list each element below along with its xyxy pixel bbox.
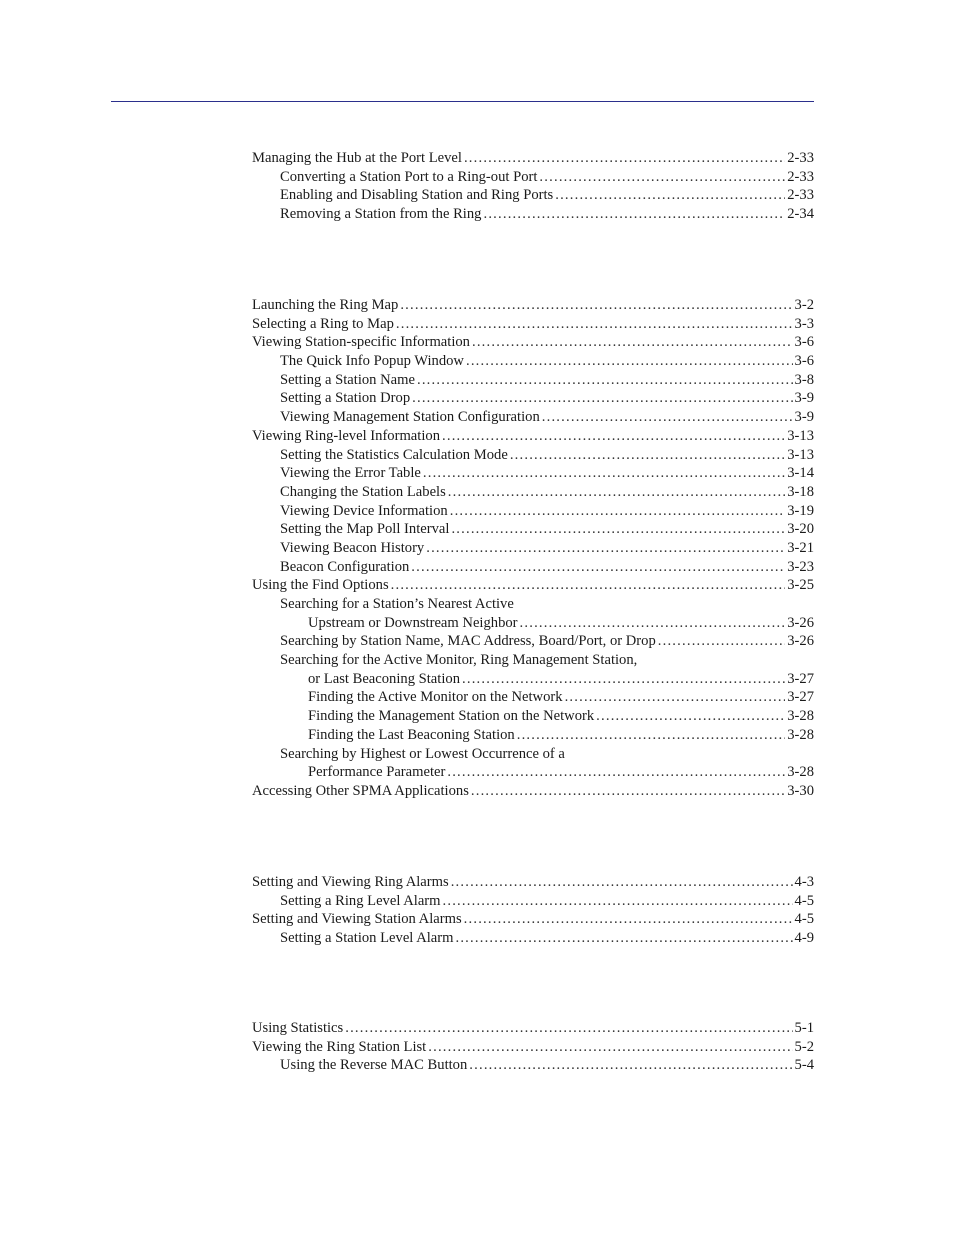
toc-entry-page: 3-27 — [787, 689, 814, 706]
toc-dot-leader — [596, 707, 785, 726]
toc-entry[interactable] — [252, 427, 814, 446]
toc-entry[interactable] — [252, 910, 814, 929]
toc-dot-leader — [448, 483, 785, 502]
toc-entry[interactable] — [252, 539, 814, 558]
toc-entry-page: 3-9 — [794, 390, 814, 407]
toc-entry[interactable] — [252, 1038, 814, 1057]
toc-entry-page: 3-21 — [787, 539, 814, 556]
toc-entry[interactable] — [252, 333, 814, 352]
toc-dot-leader — [450, 502, 786, 521]
toc-dot-leader — [471, 782, 785, 801]
toc-dot-leader — [391, 576, 786, 595]
toc-entry-page: 3-6 — [794, 334, 814, 351]
toc-entry[interactable] — [252, 520, 814, 539]
toc-dot-leader — [464, 910, 793, 929]
toc-entry-title: Changing the Station Labels — [280, 483, 446, 500]
toc-entry-title: Launching the Ring Map — [252, 297, 399, 313]
toc-entry[interactable] — [252, 576, 814, 595]
toc-entry-page: 3-3 — [794, 315, 814, 332]
toc-dot-leader — [451, 520, 785, 539]
toc-entry[interactable] — [252, 464, 814, 483]
toc-dot-leader — [423, 464, 785, 483]
toc-entry-page: 3-23 — [787, 558, 814, 575]
toc-entry[interactable] — [252, 873, 814, 892]
toc-entry-page: 3-28 — [787, 726, 814, 743]
toc-dot-leader — [658, 632, 785, 651]
toc-entry-title: Searching for a Station’s Nearest Active — [280, 596, 514, 612]
toc-entry-title: Selecting a Ring to Map — [252, 315, 394, 332]
toc-entry-title: Setting and Viewing Station Alarms — [252, 911, 462, 928]
toc-dot-leader — [411, 558, 785, 577]
toc-entry[interactable] — [252, 371, 814, 390]
toc-entry[interactable] — [252, 670, 814, 689]
toc-section-4 — [252, 873, 814, 948]
toc-entry[interactable] — [252, 483, 814, 502]
toc-entry-title: Setting a Station Drop — [280, 390, 411, 407]
toc-entry[interactable] — [252, 745, 814, 764]
toc-entry[interactable] — [252, 892, 814, 911]
toc-entry-title: Setting a Ring Level Alarm — [280, 892, 441, 909]
toc-entry[interactable] — [252, 315, 814, 334]
toc-entry-title: Viewing Ring-level Information — [252, 427, 440, 444]
toc-entry[interactable] — [252, 296, 814, 315]
toc-dot-leader — [472, 333, 793, 352]
toc-dot-leader — [517, 726, 786, 745]
toc-dot-leader — [462, 670, 785, 689]
toc-entry-page: 3-6 — [794, 353, 814, 370]
toc-entry[interactable] — [252, 186, 814, 205]
toc-entry[interactable] — [252, 929, 814, 948]
toc-entry-title: Setting the Statistics Calculation Mode — [280, 446, 508, 463]
toc-entry-page: 2-34 — [787, 206, 814, 223]
toc-entry[interactable] — [252, 352, 814, 371]
toc-entry-page: 4-5 — [794, 892, 814, 909]
toc-entry[interactable] — [252, 614, 814, 633]
toc-entry-title: Performance Parameter — [308, 764, 446, 781]
toc-entry-page: 3-13 — [787, 446, 814, 463]
toc-entry-page: 3-8 — [794, 371, 814, 388]
toc-entry-title: Setting a Station Level Alarm — [280, 930, 454, 947]
toc-entry-title: Viewing Beacon History — [280, 539, 425, 556]
toc-dot-leader — [417, 371, 793, 390]
toc-entry-title: Using the Reverse MAC Button — [280, 1057, 468, 1074]
toc-entry-page: 5-4 — [794, 1057, 814, 1074]
toc-dot-leader — [565, 688, 786, 707]
toc-entry-page: 3-13 — [787, 427, 814, 444]
toc-entry-page: 3-30 — [787, 782, 814, 799]
toc-entry-page: 3-14 — [787, 465, 814, 482]
toc-entry-title: Using Statistics — [252, 1020, 344, 1036]
toc-entry-title: Viewing the Ring Station List — [252, 1038, 427, 1055]
toc-entry-title: Searching for the Active Monitor, Ring Management Station, — [280, 652, 638, 669]
toc-entry-page: 4-3 — [794, 874, 814, 890]
toc-entry-title: Viewing Station-specific Information — [252, 334, 470, 351]
toc-entry-page: 4-9 — [794, 930, 814, 947]
toc-entry-title: Finding the Last Beaconing Station — [308, 726, 515, 743]
toc-section-3 — [252, 296, 814, 801]
toc-entry-title: Using the Find Options — [252, 577, 389, 594]
toc-entry-title: or Last Beaconing Station — [308, 670, 460, 687]
toc-entry-page: 3-26 — [787, 633, 814, 650]
toc-entry-title: Managing the Hub at the Port Level — [252, 150, 462, 166]
toc-entry-title: Viewing the Error Table — [280, 465, 421, 482]
toc-entry-title: Viewing Management Station Configuration — [280, 409, 540, 426]
toc-entry[interactable] — [252, 1056, 814, 1075]
toc-entry-page: 5-1 — [794, 1020, 814, 1036]
toc-entry[interactable] — [252, 782, 814, 801]
toc-dot-leader — [426, 539, 785, 558]
toc-entry-page: 2-33 — [787, 168, 814, 185]
toc-entry[interactable] — [252, 651, 814, 670]
toc-entry-page: 3-19 — [787, 502, 814, 519]
toc-entry-page: 3-9 — [794, 409, 814, 426]
toc-entry[interactable] — [252, 408, 814, 427]
toc-dot-leader — [464, 149, 785, 168]
toc-dot-leader — [451, 873, 793, 892]
toc-entry-title: Searching by Station Name, MAC Address, Board/Port, or Drop — [280, 633, 656, 650]
toc-entry-title: Beacon Configuration — [280, 558, 410, 575]
toc-entry-title: Finding the Management Station on the Network — [308, 708, 595, 725]
toc-dot-leader — [555, 186, 785, 205]
toc-entry-title: Searching by Highest or Lowest Occurrence of a — [280, 745, 565, 762]
toc-entry-page: 3-20 — [787, 521, 814, 538]
toc-entry[interactable] — [252, 595, 814, 614]
toc-entry[interactable] — [252, 632, 814, 651]
toc-section-5 — [252, 1019, 814, 1075]
toc-entry-title: Setting the Map Poll Interval — [280, 521, 450, 538]
toc-entry-page: 3-28 — [787, 708, 814, 725]
toc-entry[interactable] — [252, 168, 814, 187]
toc-entry-page: 3-25 — [787, 577, 814, 594]
toc-section-2 — [252, 149, 814, 224]
toc-entry-title: Setting a Station Name — [280, 371, 415, 388]
toc-entry-page: 4-5 — [794, 911, 814, 928]
toc-entry-page: 2-33 — [787, 150, 814, 166]
toc-entry-title: Setting and Viewing Ring Alarms — [252, 874, 449, 890]
toc-entry-title: Removing a Station from the Ring — [280, 206, 482, 223]
toc-dot-leader — [542, 408, 793, 427]
toc-entry-title: Viewing Device Information — [280, 502, 448, 519]
toc-entry-page: 3-2 — [794, 297, 814, 313]
toc-dot-leader — [510, 446, 785, 465]
toc-entry-title: Accessing Other SPMA Applications — [252, 782, 469, 799]
toc-dot-leader — [520, 614, 786, 633]
toc-entry[interactable] — [252, 707, 814, 726]
toc-entry[interactable] — [252, 149, 814, 168]
toc-entry[interactable] — [252, 763, 814, 782]
toc-dot-leader — [400, 296, 792, 315]
toc-entry-title: Finding the Active Monitor on the Network — [308, 689, 563, 706]
toc-dot-leader — [443, 892, 793, 911]
toc-entry-title: Upstream or Downstream Neighbor — [308, 614, 518, 631]
header-rule — [111, 101, 814, 102]
toc-dot-leader — [442, 427, 785, 446]
toc-dot-leader — [396, 315, 793, 334]
toc-entry-page: 5-2 — [794, 1038, 814, 1055]
toc-dot-leader — [469, 1056, 792, 1075]
toc-dot-leader — [483, 205, 785, 224]
toc-entry-page: 3-27 — [787, 670, 814, 687]
toc-entry-page: 2-33 — [787, 187, 814, 204]
toc-dot-leader — [412, 389, 792, 408]
toc-entry[interactable] — [252, 1019, 814, 1038]
toc-entry-title: Converting a Station Port to a Ring-out Port — [280, 168, 538, 185]
toc-entry-page: 3-28 — [787, 764, 814, 781]
toc-entry-page: 3-18 — [787, 483, 814, 500]
toc-dot-leader — [428, 1038, 792, 1057]
toc-entry[interactable] — [252, 726, 814, 745]
toc-dot-leader — [345, 1019, 792, 1038]
toc-entry[interactable] — [252, 446, 814, 465]
toc-entry[interactable] — [252, 205, 814, 224]
toc-dot-leader — [455, 929, 792, 948]
toc-dot-leader — [466, 352, 793, 371]
toc-entry-title: Enabling and Disabling Station and Ring Ports — [280, 187, 554, 204]
toc-dot-leader — [447, 763, 785, 782]
toc-entry[interactable] — [252, 502, 814, 521]
toc-entry[interactable] — [252, 688, 814, 707]
toc-dot-leader — [539, 168, 785, 187]
toc-entry-title: The Quick Info Popup Window — [280, 353, 464, 370]
toc-entry[interactable] — [252, 558, 814, 577]
toc-entry[interactable] — [252, 389, 814, 408]
toc-entry-page: 3-26 — [787, 614, 814, 631]
